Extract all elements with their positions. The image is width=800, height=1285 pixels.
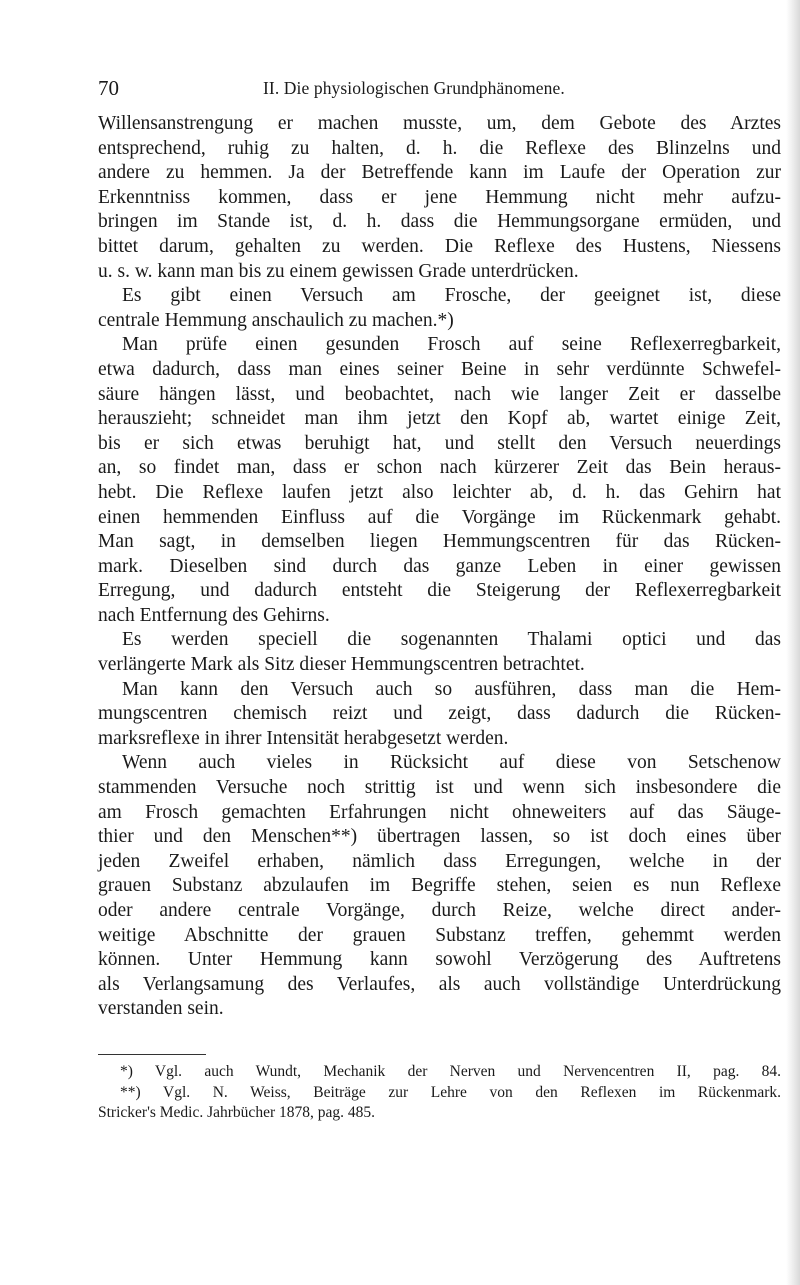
text-line: nach Entfernung des Gehirns. (98, 604, 330, 626)
text-line: einen hemmenden Einfluss auf die Vorgänge im Rückenmark gehabt. (98, 506, 781, 528)
body-text (98, 112, 781, 1022)
text-line: bis er sich etwas beruhigt hat, und stellt den Versuch neuerdings (98, 432, 781, 454)
text-line: Erkenntniss kommen, dass er jene Hemmung nicht mehr aufzu- (98, 186, 781, 208)
text-line: können. Unter Hemmung kann sowohl Verzögerung des Auftretens (98, 949, 781, 971)
text-line: thier und den Menschen**) übertragen lassen, so ist doch eines über (98, 826, 781, 848)
text-line: bringen im Stande ist, d. h. dass die Hemmungsorgane ermüden, und (98, 211, 781, 233)
text-line: verstanden sein. (98, 998, 224, 1020)
text-line: jeden Zweifel erhaben, nämlich dass Erregungen, welche in der (98, 850, 781, 872)
text-line: grauen Substanz abzulaufen im Begriffe stehen, seien es nun Reflexe (98, 875, 781, 897)
footnote-line: **) Vgl. N. Weiss, Beiträge zur Lehre von den Reflexen im Rückenmark. (120, 1083, 781, 1101)
text-line: am Frosch gemachten Erfahrungen nicht ohneweiters auf das Säuge- (98, 801, 781, 823)
text-line: centrale Hemmung anschaulich zu machen.*) (98, 309, 454, 331)
text-line: Wenn auch vieles in Rücksicht auf diese von Setschenow (122, 752, 781, 774)
text-line: verlängerte Mark als Sitz dieser Hemmungscentren betrachtet. (98, 654, 585, 676)
text-line: Es gibt einen Versuch am Frosche, der geeignet ist, diese (122, 285, 781, 307)
text-line: Willensanstrengung er machen musste, um, dem Gebote des Arztes (98, 113, 781, 134)
text-line: hebt. Die Reflexe laufen jetzt also leichter ab, d. h. das Gehirn hat (98, 481, 781, 503)
page-edge-shadow (786, 0, 800, 1285)
text-line: u. s. w. kann man bis zu einem gewissen Grade unterdrücken. (98, 260, 579, 282)
text-line: etwa dadurch, dass man eines seiner Beine in sehr verdünnte Schwefel- (98, 358, 781, 380)
text-line: mungscentren chemisch reizt und zeigt, dass dadurch die Rücken- (98, 703, 781, 725)
text-line: Man prüfe einen gesunden Frosch auf seine Reflexerregbarkeit, (122, 334, 781, 356)
text-line: entsprechend, ruhig zu halten, d. h. die Reflexe des Blinzelns und (98, 137, 781, 159)
text-line: Erregung, und dadurch entsteht die Steigerung der Reflexerregbarkeit (98, 580, 781, 602)
text-line: oder andere centrale Vorgänge, durch Reize, welche direct ander- (98, 900, 781, 921)
text-line: Man sagt, in demselben liegen Hemmungscentren für das Rücken- (98, 531, 781, 553)
text-line: andere zu hemmen. Ja der Betreffende kann im Laufe der Operation zur (98, 162, 781, 184)
text-line: mark. Dieselben sind durch das ganze Leben in einer gewissen (98, 555, 781, 577)
text-line: säure hängen lässt, und beobachtet, nach wie langer Zeit er dasselbe (98, 383, 781, 405)
footnote-line: Stricker's Medic. Jahrbücher 1878, pag. 485. (98, 1104, 375, 1121)
text-line: herauszieht; schneidet man ihm jetzt den Kopf ab, wartet einige Zeit, (98, 408, 781, 430)
text-line: bittet darum, gehalten zu werden. Die Reflexe des Hustens, Niessens (98, 235, 781, 257)
text-line: weitige Abschnitte der grauen Substanz treffen, gehemmt werden (98, 924, 781, 946)
text-line: marksreflexe in ihrer Intensität herabgesetzt werden. (98, 727, 509, 749)
text-line: Man kann den Versuch auch so ausführen, dass man die Hem- (122, 678, 781, 700)
running-title: II. Die physiologischen Grundphänomene. (263, 78, 565, 98)
text-line: stammenden Versuche noch strittig ist und wenn sich insbesondere die (98, 777, 781, 799)
footnote-rule (98, 1054, 206, 1055)
running-header (98, 76, 778, 100)
page-number: 70 (98, 76, 119, 100)
text-line: Es werden speciell die sogenannten Thalami optici und das (122, 629, 781, 651)
footnote-line: *) Vgl. auch Wundt, Mechanik der Nerven und Nervencentren II, pag. 84. (120, 1063, 781, 1080)
footnotes (98, 1062, 781, 1124)
text-line: an, so findet man, dass er schon nach kürzerer Zeit das Bein heraus- (98, 457, 781, 479)
text-line: als Verlangsamung des Verlaufes, als auch vollständige Unterdrückung (98, 973, 781, 995)
